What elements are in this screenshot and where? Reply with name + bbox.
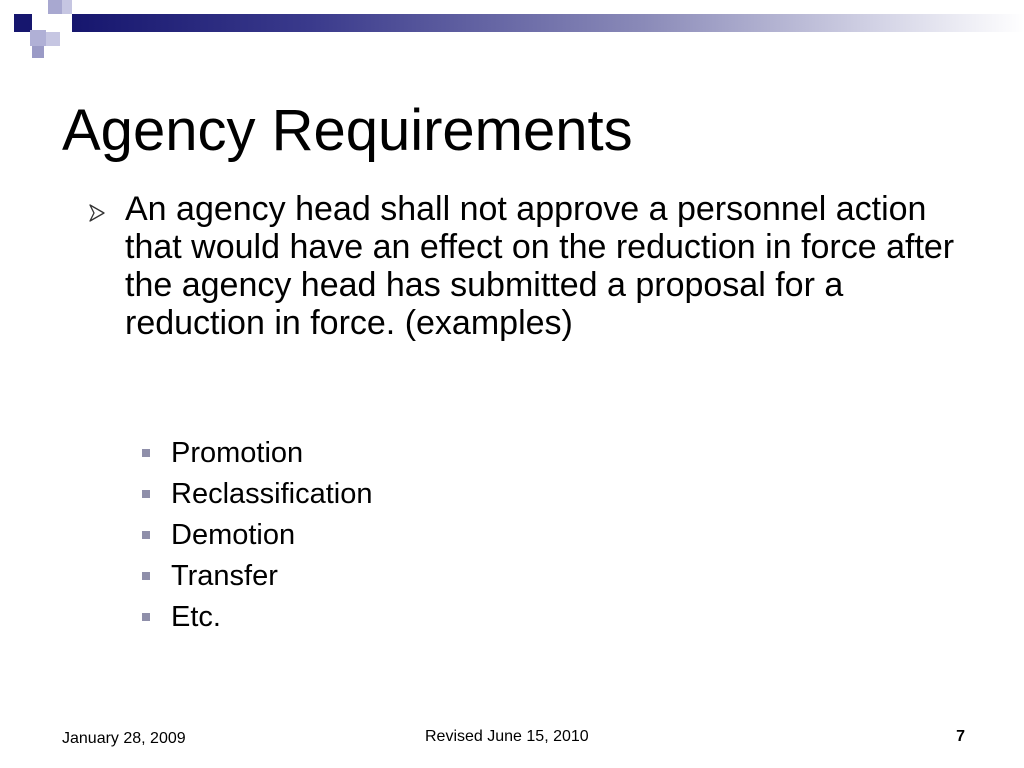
decor-square-light bbox=[46, 32, 60, 46]
list-item bbox=[140, 556, 372, 597]
header-gradient-bar bbox=[72, 14, 1024, 32]
list-item bbox=[140, 433, 372, 474]
main-bullet-text: An agency head shall not approve a personnel action that would have an effect on the reduction in force after the agency head has submitted a proposal for a reduction in force. (examples) bbox=[125, 190, 955, 342]
square-bullet-icon bbox=[142, 572, 150, 580]
square-bullet-icon bbox=[142, 449, 150, 457]
list-item bbox=[140, 515, 372, 556]
sub-bullet-label: Etc. bbox=[171, 601, 221, 633]
page-number: 7 bbox=[956, 728, 965, 745]
decor-square-light bbox=[32, 46, 44, 58]
list-item bbox=[140, 597, 372, 638]
decor-square-light bbox=[30, 30, 46, 46]
square-bullet-icon bbox=[142, 613, 150, 621]
header-decoration bbox=[0, 0, 1024, 70]
list-item bbox=[140, 474, 372, 515]
sub-bullet-label: Reclassification bbox=[171, 478, 373, 510]
decor-square-light bbox=[62, 0, 72, 14]
arrow-bullet-icon bbox=[89, 204, 105, 222]
sub-bullet-label: Transfer bbox=[171, 560, 278, 592]
sub-bullet-list bbox=[140, 433, 372, 638]
footer-revised: Revised June 15, 2010 bbox=[425, 728, 589, 745]
footer-date: January 28, 2009 bbox=[62, 730, 186, 747]
sub-bullet-label: Promotion bbox=[171, 437, 304, 469]
square-bullet-icon bbox=[142, 490, 150, 498]
square-bullet-icon bbox=[142, 531, 150, 539]
sub-bullet-label: Demotion bbox=[171, 519, 296, 551]
decor-square-light bbox=[48, 0, 62, 14]
slide-title: Agency Requirements bbox=[62, 98, 633, 163]
